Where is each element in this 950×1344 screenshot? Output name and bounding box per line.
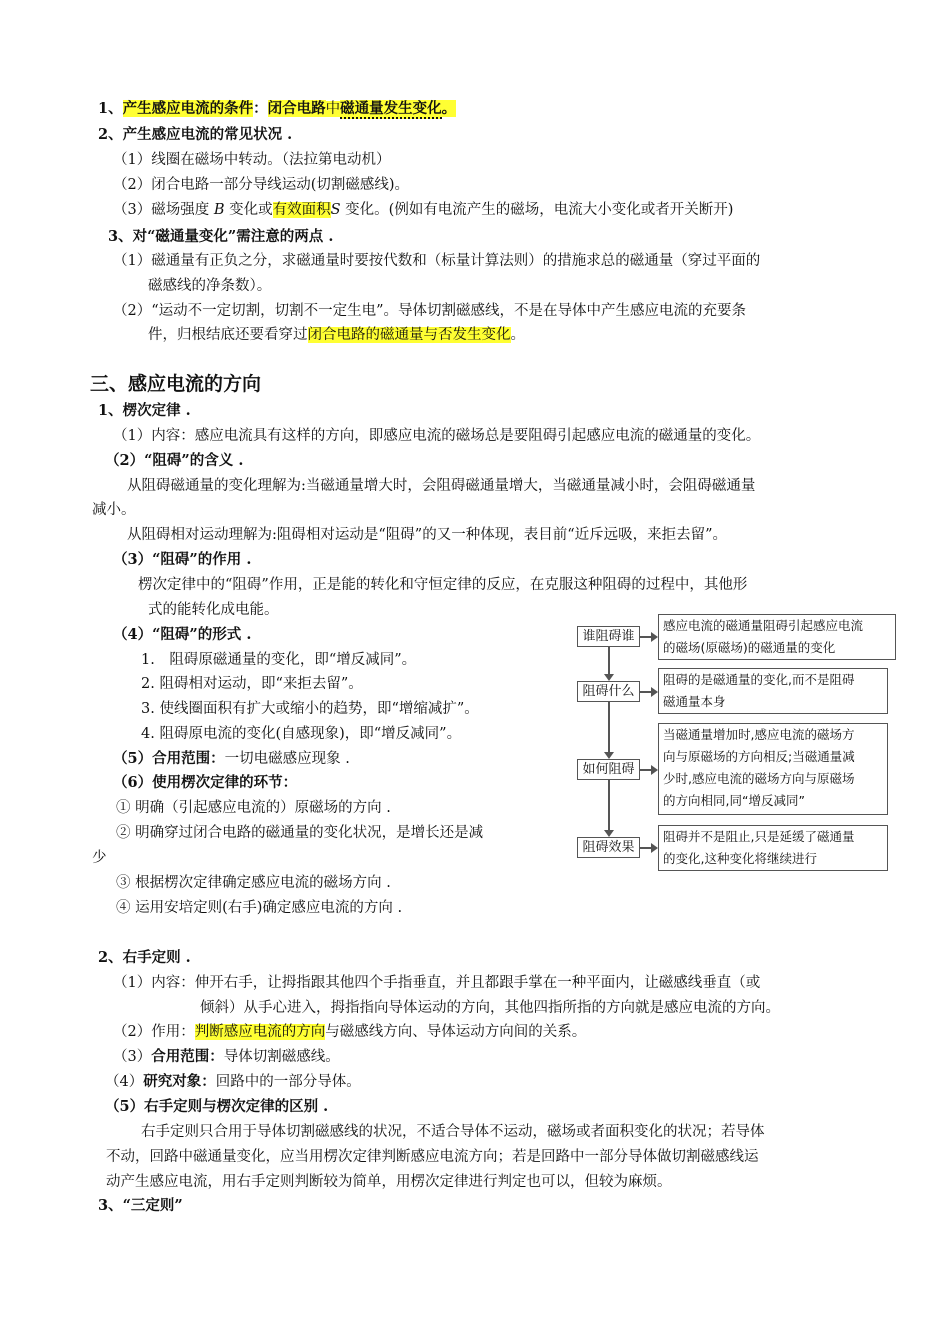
lenz-content: （1）内容：感应电流具有这样的方向，即感应电流的磁场总是要阻碍引起感应电流的磁通量的变化。 <box>113 428 761 444</box>
item-number: 1、 <box>98 100 123 117</box>
zuai-meaning-p2: 从阻碍相对运动理解为:阻碍相对运动是“阻碍”的又一种体现，表目前“近斥远吸，来拒去留”。 <box>127 527 728 543</box>
case-3-f: 变化。(例如有电流产生的磁场，电流大小变化或者开关断开) <box>340 202 734 218</box>
zuai-role-title: （3）“阻碍”的作用 . <box>113 551 252 568</box>
flux-change-title: 3、对“磁通量变化”需注意的两点 . <box>108 228 334 245</box>
steps-title: （6）使用楞次定律的环节： <box>113 774 298 791</box>
right-hand-object <box>105 1072 361 1092</box>
label-block-effect: 阻碍效果 <box>577 837 640 858</box>
scope-value: 一切电磁感应现象 . <box>224 751 350 767</box>
object-num: （4） <box>105 1074 144 1090</box>
form-item-1: 1. 阻碍原磁通量的变化，即“增反减同”。 <box>141 652 417 668</box>
scope-label-rh: 合用范围： <box>151 1048 224 1065</box>
desc-block-effect-line-1: 阻碍并不是阻止,只是延缓了磁通量 <box>663 829 855 844</box>
case-3-c: 变化或 <box>224 202 273 218</box>
difference-title: （5）右手定则与楞次定律的区别 . <box>105 1098 329 1115</box>
usage-highlight: 判断感应电流的方向 <box>194 1024 326 1040</box>
condition-value-d: 。 <box>441 100 457 117</box>
step-3: ③ 根据楞次定律确定感应电流的磁场方向 . <box>116 875 391 891</box>
label-what-blocked: 阻碍什么 <box>577 681 640 702</box>
desc-who-blocks-line-1: 感应电流的磁通量阻碍引起感应电流 <box>663 618 864 633</box>
label-how-blocks: 如何阻碍 <box>577 759 640 780</box>
case-3-a: （3）磁场强度 <box>113 202 214 218</box>
zuai-role-a: 楞次定律中的“阻碍”作用，正是能的转化和守恒定律的反应，在克服这种阻碍的过程中，其他形 <box>138 577 748 593</box>
condition-line <box>98 99 456 119</box>
desc-how-blocks-line-2: 向与原磁场的方向相反;当磁通量减 <box>663 749 855 764</box>
right-hand-usage <box>113 1022 586 1042</box>
section-heading: 三、感应电流的方向 <box>90 373 262 395</box>
label-who-blocks: 谁阻碍谁 <box>577 626 640 647</box>
flux-note-2b-end: 。 <box>510 327 525 343</box>
condition-value-b: 中 <box>325 101 341 117</box>
desc-block-effect <box>658 825 888 871</box>
zuai-form-title: （4）“阻碍”的形式 . <box>113 626 252 643</box>
desc-block-effect-line-2: 的变化,这种变化将继续进行 <box>663 851 817 866</box>
scope-value-rh: 导体切割磁感线。 <box>223 1049 340 1065</box>
flux-note-1b: 磁感线的净条数）。 <box>148 278 272 294</box>
step-1: ① 明确（引起感应电流的）原磁场的方向 . <box>116 800 391 816</box>
flux-note-2b-highlight: 闭合电路的磁通量与否发生变化 <box>307 327 511 343</box>
flux-note-2a: （2）“运动不一定切割，切割不一定生电”。导体切割磁感线，不是在导体中产生感应电流的充要条 <box>113 303 747 319</box>
step-2a: ② 明确穿过闭合电路的磁通量的变化状况，是增长还是减 <box>116 825 484 841</box>
right-hand-content-a: （1）内容：伸开右手，让拇指跟其他四个手指垂直，并且都跟手掌在一种平面内，让磁感线垂直（或 <box>113 975 761 991</box>
difference-p3: 动产生感应电流，用右手定则判断较为简单，用楞次定律进行判定也可以，但较为麻烦。 <box>106 1174 672 1190</box>
difference-p1: 右手定则只合用于导体切割磁感线的状况，不适合导体不运动，磁场或者面积变化的状况；若导体 <box>141 1124 765 1140</box>
difference-p2: 不动，回路中磁通量变化，应当用楞次定律判断感应电流方向；若是回路中一部分导体做切割磁感线运 <box>106 1149 759 1165</box>
zuai-role-b: 式的能转化成电能。 <box>148 602 279 618</box>
step-2b: 少 <box>92 850 107 866</box>
scope-label: （5）合用范围： <box>113 750 225 767</box>
desc-how-blocks-line-3: 少时,感应电流的磁场方向与原磁场 <box>663 771 855 786</box>
form-item-3: 3. 使线圈面积有扩大或缩小的趋势，即“增缩减扩”。 <box>141 701 479 717</box>
desc-what-blocked <box>658 668 888 714</box>
usage-rest: 与磁感线方向、导体运动方向间的关系。 <box>325 1024 587 1040</box>
desc-who-blocks-line-2: 的磁场(原磁场)的磁通量的变化 <box>663 640 836 655</box>
condition-value-c: 磁通量发生变化 <box>340 100 442 117</box>
form-item-2: 2. 阻碍相对运动，即“来拒去留”。 <box>141 676 363 692</box>
case-3-b: B <box>213 202 225 218</box>
desc-how-blocks <box>658 723 888 815</box>
usage-label: （2）作用： <box>113 1024 195 1040</box>
scope-line <box>113 749 350 769</box>
flux-note-1a: （1）磁通量有正负之分，求磁通量时要按代数和（标量计算法则）的措施求总的磁通量（穿过平面的 <box>113 253 761 269</box>
right-hand-scope <box>113 1047 340 1067</box>
zuai-meaning-p1b: 减小。 <box>92 502 136 518</box>
case-3-e: S <box>330 202 341 218</box>
zuai-meaning-p1a: 从阻碍磁通量的变化理解为:当磁通量增大时，会阻碍磁通量增大，当磁通量减小时，会阻碍磁通量 <box>127 478 756 494</box>
object-value: 回路中的一部分导体。 <box>215 1074 361 1090</box>
case-3-highlight: 有效面积 <box>272 202 331 218</box>
condition-label: 产生感应电流的条件 <box>122 100 254 117</box>
colon: ： <box>253 100 268 117</box>
lenz-title: 1、楞次定律 . <box>98 402 191 419</box>
desc-who-blocks <box>658 614 896 660</box>
case-3 <box>113 200 733 220</box>
object-label: 研究对象： <box>143 1073 216 1090</box>
case-2: （2）闭合电路一部分导线运动(切割磁感线)。 <box>113 177 410 193</box>
step-4: ④ 运用安培定则(右手)确定感应电流的方向 . <box>116 900 403 916</box>
desc-what-blocked-line-1: 阻碍的是磁通量的变化,而不是阻碍 <box>663 672 855 687</box>
desc-how-blocks-line-1: 当磁通量增加时,感应电流的磁场方 <box>663 727 855 742</box>
three-rules-title: 3、“三定则” <box>98 1197 183 1214</box>
zuai-meaning-title: （2）“阻碍”的含义 . <box>105 452 244 469</box>
common-cases-title: 2、产生感应电流的常见状况 . <box>98 126 293 143</box>
form-item-4: 4. 阻碍原电流的变化(自感现象)，即“增反减同”。 <box>141 726 462 742</box>
condition-value-a: 闭合电路 <box>267 100 326 117</box>
desc-what-blocked-line-2: 磁通量本身 <box>663 694 726 709</box>
right-hand-content-b: 倾斜）从手心进入，拇指指向导体运动的方向，其他四指所指的方向就是感应电流的方向。 <box>200 1000 780 1016</box>
desc-how-blocks-line-4: 的方向相同,同“增反减同” <box>663 793 805 808</box>
right-hand-title: 2、右手定则 . <box>98 949 191 966</box>
flux-note-2b <box>148 325 525 345</box>
flux-note-2b-text: 件，归根结底还要看穿过 <box>148 327 308 343</box>
scope-num: （3） <box>113 1049 152 1065</box>
case-1: （1）线圈在磁场中转动。（法拉第电动机） <box>113 152 391 168</box>
